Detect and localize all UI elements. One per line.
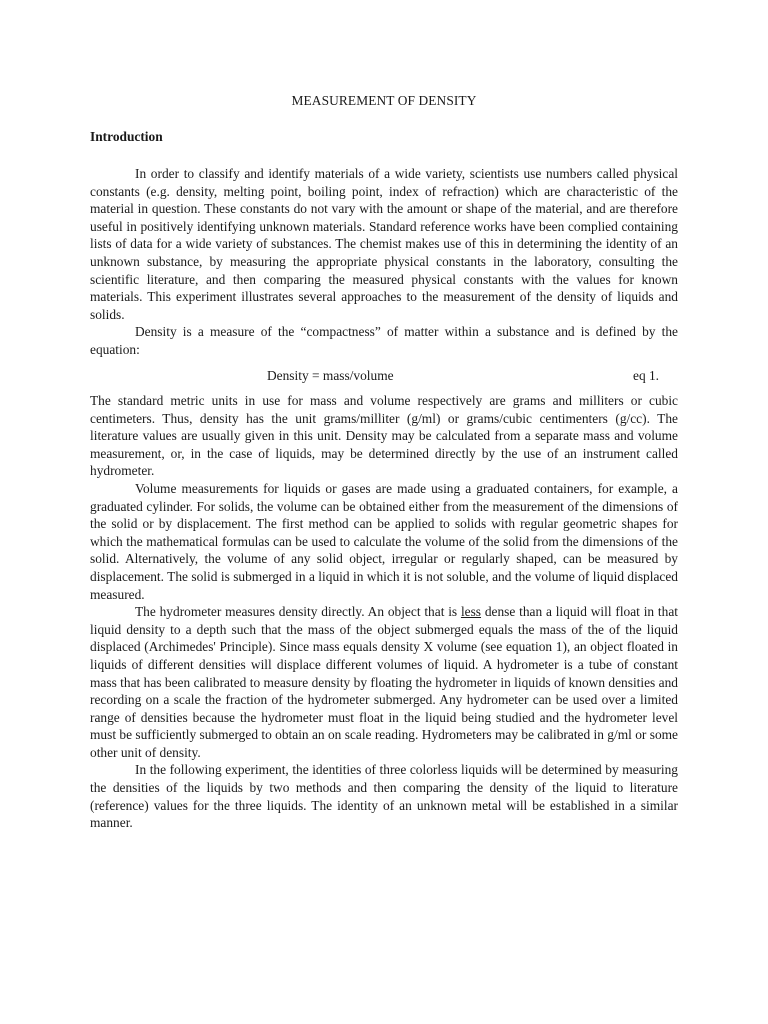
- paragraph-hydrometer: [90, 603, 678, 761]
- hydrometer-text-before: The hydrometer measures density directly. An object that is: [135, 604, 461, 620]
- paragraph-physical-constants: In order to classify and identify materials of a wide variety, scientists use numbers called physical constants (e.g. density, melting point, boiling point, index of refraction) which are characteristic of the material in question. These constants do not vary with the amount or shape of the material, and are therefore useful in positively identifying unknown materials. Standard reference works have been complied containing lists of data for a wide variety of substances. The chemist makes use of this in determining the identity of an unknown substance, by measuring the appropriate physical constants in the laboratory, consulting the scientific literature, and then comparing the measured physical constants with the values for known materials. This experiment illustrates several approaches to the measurement of the density of liquids and solids.: [90, 166, 678, 322]
- paragraph-experiment: In the following experiment, the identities of three colorless liquids will be determined by measuring the densities of the liquids by two methods and then comparing the density of the liquid to literature (reference) values for the three liquids. The identity of an unknown metal will be established in a similar manner.: [90, 762, 678, 831]
- paragraph-metric-units: The standard metric units in use for mass and volume respectively are grams and milliters or cubic centimeters. Thus, density has the unit grams/milliter (g/ml) or grams/cubic centimenters (g/cc). The literature values are usually given in this unit. Density may be calculated from a separate mass and volume measurement, or, in the case of liquids, may be determined directly by the use of an instrument called hydrometer.: [90, 393, 678, 479]
- hydrometer-text-after: dense than a liquid will float in that liquid density to a depth such that the mass of the object submerged equals the mass of the of the liquid displaced (Archimedes' Principle). Since mass equals density X volume (see equation 1), an object floated in liquids of different densities will displace different volumes of liquid. A hydrometer is a tube of constant mass that has been calibrated to measure density by floating the hydrometer in liquids of known densities and recording on a scale the fraction of the hydrometer submerged. Any hydrometer can be used over a limited range of densities because the hydrometer must float in the liquid being studied and the hydrometer level must be sufficiently submerged to obtain an on scale reading. Hydrometers may be calibrated in g/ml or some other unit of density.: [90, 604, 678, 760]
- paragraph-volume-measurements: Volume measurements for liquids or gases are made using a graduated containers, for example, a graduated cylinder. For solids, the volume can be obtained either from the measurement of the dimensions of the solid or by displacement. The first method can be applied to solids with regular geometric shapes for which the mathematical formulas can be used to calculate the volume of the solid from the dimensions of the solid. Alternatively, the volume of any solid object, irregular or regularly shaped, can be measured by displacement. The solid is submerged in a liquid in which it is not soluble, and the volume of liquid displaced measured.: [90, 480, 678, 602]
- equation-density: Density = mass/volume: [267, 368, 394, 383]
- intro-text-block: [90, 165, 678, 359]
- main-text-block: [90, 392, 678, 832]
- equation-number: eq 1.: [633, 368, 660, 383]
- underlined-word-less: less: [460, 604, 482, 620]
- document-title: MEASUREMENT OF DENSITY: [291, 93, 477, 108]
- section-heading: Introduction: [90, 129, 163, 144]
- paragraph-density-definition: Density is a measure of the “compactness” of matter within a substance and is defined by the equation:: [90, 324, 678, 357]
